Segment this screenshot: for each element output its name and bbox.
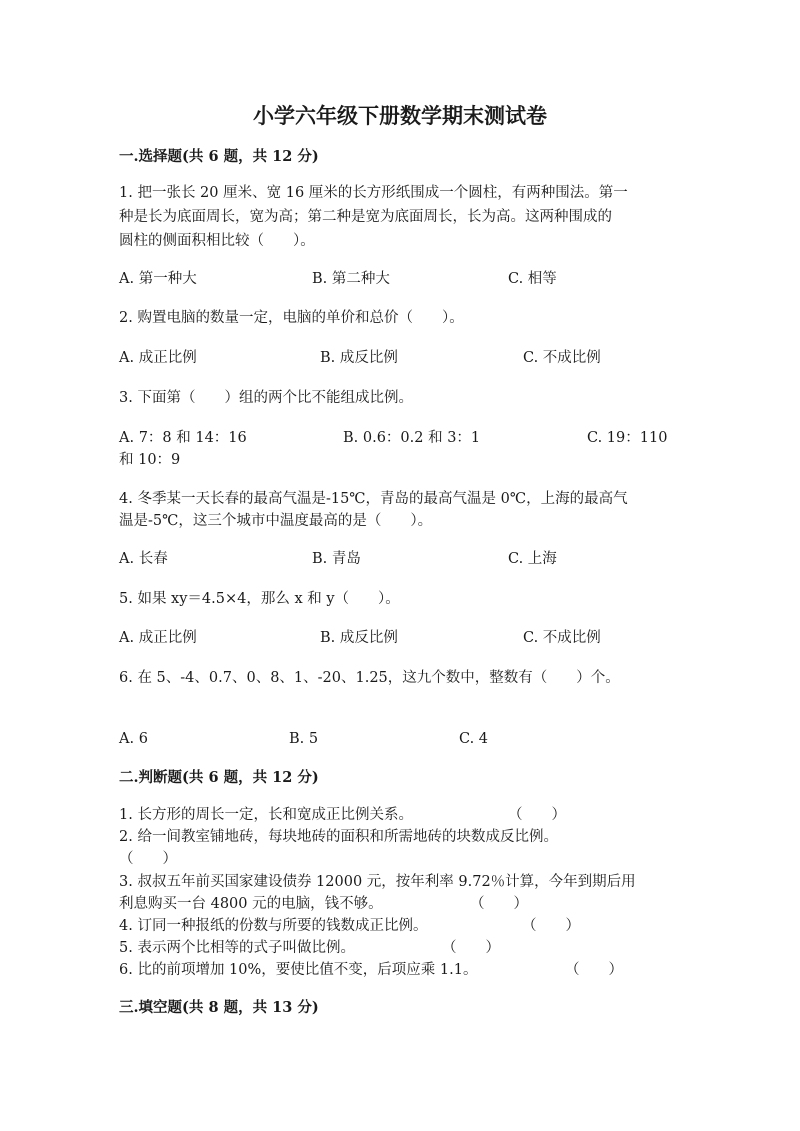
- judgement-1-text: 1. 长方形的周长一定，长和宽成正比例关系。: [119, 807, 413, 823]
- question-1-option-c: C. 相等: [508, 271, 557, 287]
- section-heading-judgement: 二.判断题(共 6 题，共 12 分): [119, 769, 319, 786]
- judgement-3-answer-blank: （ ）: [470, 896, 528, 912]
- judgement-6-text: 6. 比的前项增加 10%，要使比值不变，后项应乘 1.1。: [119, 962, 478, 978]
- question-1-option-b: B. 第二种大: [312, 271, 390, 287]
- question-5-option-c: C. 不成比例: [523, 630, 601, 646]
- question-3-option-c: C. 19：110: [587, 430, 668, 446]
- question-1-line-3: 圆柱的侧面积相比较（ ）。: [119, 233, 315, 249]
- judgement-5-answer-blank: （ ）: [442, 940, 500, 956]
- judgement-1-answer-blank: （ ）: [508, 807, 566, 823]
- question-4-option-c: C. 上海: [508, 551, 557, 567]
- question-1-line-1: 1. 把一张长 20 厘米、宽 16 厘米的长方形纸围成一个圆柱，有两种围法。第一: [119, 185, 628, 201]
- question-4-line-2: 温是-5℃，这三个城市中温度最高的是（ ）。: [119, 513, 433, 529]
- judgement-3-line-2: 利息购买一台 4800 元的电脑，钱不够。: [119, 896, 383, 912]
- judgement-5-text: 5. 表示两个比相等的式子叫做比例。: [119, 940, 355, 956]
- question-4-line-1: 4. 冬季某一天长春的最高气温是-15℃，青岛的最高气温是 0℃，上海的最高气: [119, 491, 628, 507]
- judgement-4-text: 4. 订同一种报纸的份数与所要的钱数成正比例。: [119, 918, 428, 934]
- question-6-option-b: B. 5: [289, 731, 319, 747]
- section-heading-choice: 一.选择题(共 6 题，共 12 分): [119, 148, 319, 165]
- question-3-option-c-continued: 和 10：9: [119, 452, 181, 468]
- question-5-option-a: A. 成正比例: [119, 630, 197, 646]
- question-2-option-a: A. 成正比例: [119, 350, 197, 366]
- question-4-option-a: A. 长春: [119, 551, 168, 567]
- question-3-option-b: B. 0.6：0.2 和 3：1: [343, 430, 481, 446]
- question-6-option-c: C. 4: [459, 731, 489, 747]
- judgement-4-answer-blank: （ ）: [522, 918, 580, 934]
- judgement-2-text: 2. 给一间教室铺地砖，每块地砖的面积和所需地砖的块数成反比例。: [119, 829, 558, 845]
- question-2-line-1: 2. 购置电脑的数量一定，电脑的单价和总价（ ）。: [119, 310, 464, 326]
- question-4-option-b: B. 青岛: [312, 551, 361, 567]
- question-6-option-a: A. 6: [119, 731, 148, 747]
- question-6-line-1: 6. 在 5、-4、0.7、0、8、1、-20、1.25，这九个数中，整数有（ ）个。: [119, 670, 620, 686]
- question-2-option-b: B. 成反比例: [320, 350, 398, 366]
- judgement-2-answer-blank: （ ）: [119, 851, 177, 867]
- judgement-6-answer-blank: （ ）: [565, 962, 623, 978]
- section-heading-fill-in: 三.填空题(共 8 题，共 13 分): [119, 999, 319, 1016]
- judgement-3-line-1: 3. 叔叔五年前买国家建设债券 12000 元，按年利率 9.72％计算，今年到期后用: [119, 874, 636, 890]
- question-3-option-a: A. 7：8 和 14：16: [119, 430, 247, 446]
- question-2-option-c: C. 不成比例: [523, 350, 601, 366]
- question-1-option-a: A. 第一种大: [119, 271, 197, 287]
- question-5-line-1: 5. 如果 xy＝4.5×4，那么 x 和 y（ ）。: [119, 591, 400, 607]
- question-1-line-2: 种是长为底面周长，宽为高；第二种是宽为底面周长，长为高。这两种围成的: [119, 209, 612, 225]
- question-5-option-b: B. 成反比例: [320, 630, 398, 646]
- question-3-line-1: 3. 下面第（ ）组的两个比不能组成比例。: [119, 390, 413, 406]
- page-title: 小学六年级下册数学期末测试卷: [253, 103, 547, 128]
